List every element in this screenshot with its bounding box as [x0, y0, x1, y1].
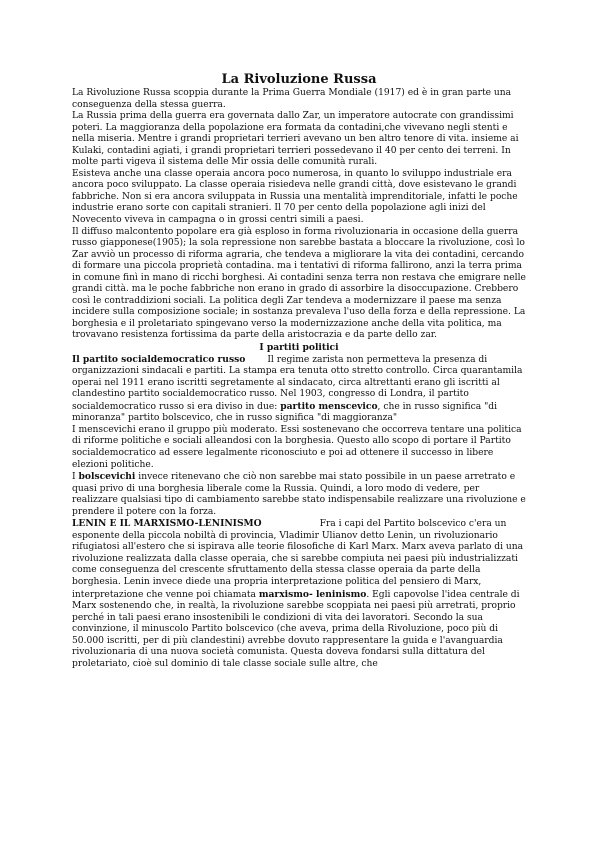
bolscevichi-prefix: I: [72, 472, 79, 483]
document-title: La Rivoluzione Russa: [221, 72, 377, 87]
paragraph-discontent: Il diffuso malcontento popolare era già esploso in forma rivoluzionaria in occasione della guerra russo giapponese(1905); la sola repressione non sarebbe bastata a bloccare la rivoluzione, così lo Zar avviò un processo di riforma agraria, che tendeva a migliorare la vita dei contadini, cercando di formare una piccola proprietà contadina. ma i tentativi di riforma fallirono, anzi la terra prima in comune finì in mano di ricchi borghesi. Ai contadini senza terra non restava che emigrare nelle grandi città. ma le poche fabbriche non erano in grado di assorbire la disoccupazione. Crebbero così le contraddizioni sociali. La politica degli Zar tendeva a modernizzare il paese ma senza incidere sulla composizione sociale; in sostanza prevaleva l'uso della forza e della repressione. La borghesia e il proletariato spingevano verso la modernizzazione anche della vita politica, ma trovavano resistenza fortissima da parte della aristocrazia e da parte dello zar.: [72, 226, 526, 341]
lenin-marxism-leninism-bold: marxismo- leninismo: [258, 588, 367, 600]
subheading-lenin-marxism: LENIN E IL MARXISMO-LENINISMO: [72, 518, 262, 530]
paragraph-menscevichi: I menscevichi erano il gruppo più moderato. Essi sostenevano che occorreva tentare una politica di riforme politiche e sociali alleandosi con la borghesia. Questo allo scopo di portare il Partito socialdemocratico ad essere legalmente riconosciuto e poi ad ottenere il successo in libere elezioni politiche.: [72, 424, 522, 470]
psd-text-before: Il regime zarista non permetteva la presenza di organizzazioni sindacali e partiti. La stampa era tenuta otto stretto controllo. Circa quarantamila operai nel 1911 erano iscritti segretamente al sindacato, circa altrettanti erano gli iscritti al clandestino partito socialdemocratico russo. Nel 1903, congresso di Londra, il partito socialdemocratico russo si era diviso in due:: [72, 354, 523, 412]
paragraph-working-class: Esisteva anche una classe operaia ancora poco numerosa, in quanto lo sviluppo industriale era ancora poco sviluppato. La classe operaia risiedeva nelle grandi città, dove esistevano le grandi fabbriche. Non si era ancora sviluppata in Russia una mentalità imprenditoriale, infatti le poche industrie erano sorte con capitali stranieri. Il 70 per cento della popolazione agli inizi del Novecento viveva in campagna o in grossi centri simili a paesi.: [72, 168, 518, 226]
paragraph-russia-before-war: La Russia prima della guerra era governata dallo Zar, un imperatore autocrate con grandissimi poteri. La maggioranza della popolazione era formata da contadini,che vivevano negli stenti e nella miseria. Mentre i grandi proprietari terrieri avevano un ben altro tenore di vita. insieme ai Kulaki, contadini agiati, i grandi proprietari terrieri possedevano il 40 per cento dei terreni. In molte parti vigeva il sistema delle Mir ossia delle comunità rurali.: [72, 111, 519, 168]
section-heading-political-parties: I partiti politici: [259, 342, 339, 354]
paragraph-intro: La Rivoluzione Russa scoppia durante la Prima Guerra Mondiale (1917) ed è in gran parte una conseguenza della stessa guerra.: [72, 88, 512, 110]
paragraph-bolscevichi: [72, 471, 526, 518]
bolscevichi-bold: bolscevichi: [78, 471, 136, 483]
subheading-socialdemocratic-party: Il partito socialdemocratico russo: [72, 353, 246, 365]
paragraph-lenin: [72, 518, 526, 670]
lenin-text-after: . Egli capovolse l'idea centrale di Marx sostenendo che, in realtà, la rivoluzione sarebbe scoppiata nei paesi più arretrati, proprio perché in tali paesi erano insostenibili le condizioni di vita dei lavoratori. Secondo la sua convinzione, il minuscolo Partito bolscevico (che aveva, prima della Rivoluzione, poco più di 50.000 iscritti, per di più clandestini) avrebbe dovuto rappresentare la guida e l'avanguardia rivoluzionaria di una nuova società comunista. Questa doveva fondarsi sulla dittatura del proletariato, cioè sul dominio di tale classe sociale sulle altre, che: [72, 589, 520, 669]
paragraph-socialdemocratic-party: [72, 354, 526, 425]
bolscevichi-text: invece ritenevano che ciò non sarebbe mai stato possibile in un paese arretrato e quasi privo di una borghesia liberale come la Russia. Quindi, a loro modo di vedere, per realizzare qualsiasi tipo di cambiamento sarebbe stato indispensabile realizzare una rivoluzione e prendere il potere con la forza.: [72, 472, 526, 517]
document-page: [72, 72, 526, 670]
lenin-text-before: Fra i capi del Partito bolscevico c'era un esponente della piccola nobiltà di provincia, Vladimir Ulianov detto Lenin, un rivoluzionario rifugiatosi all'estero che si ispirava alle teorie filosofiche di Karl Marx. Marx aveva parlato di una rivoluzione realizzata dalla classe operaia, che si sarebbe compiuta nei paesi più industrializzati come conseguenza del crescente sfruttamento della stessa classe operaia da parte della borghesia. Lenin invece diede una propria interpretazione politica del pensiero di Marx, interpretazione che venne poi chiamata: [72, 519, 524, 600]
psd-menscevico-bold: partito menscevico: [280, 400, 378, 412]
psd-text-after: , che in russo significa "di minoranza" partito bolscevico, che in russo significa "di maggioranza": [72, 401, 498, 424]
